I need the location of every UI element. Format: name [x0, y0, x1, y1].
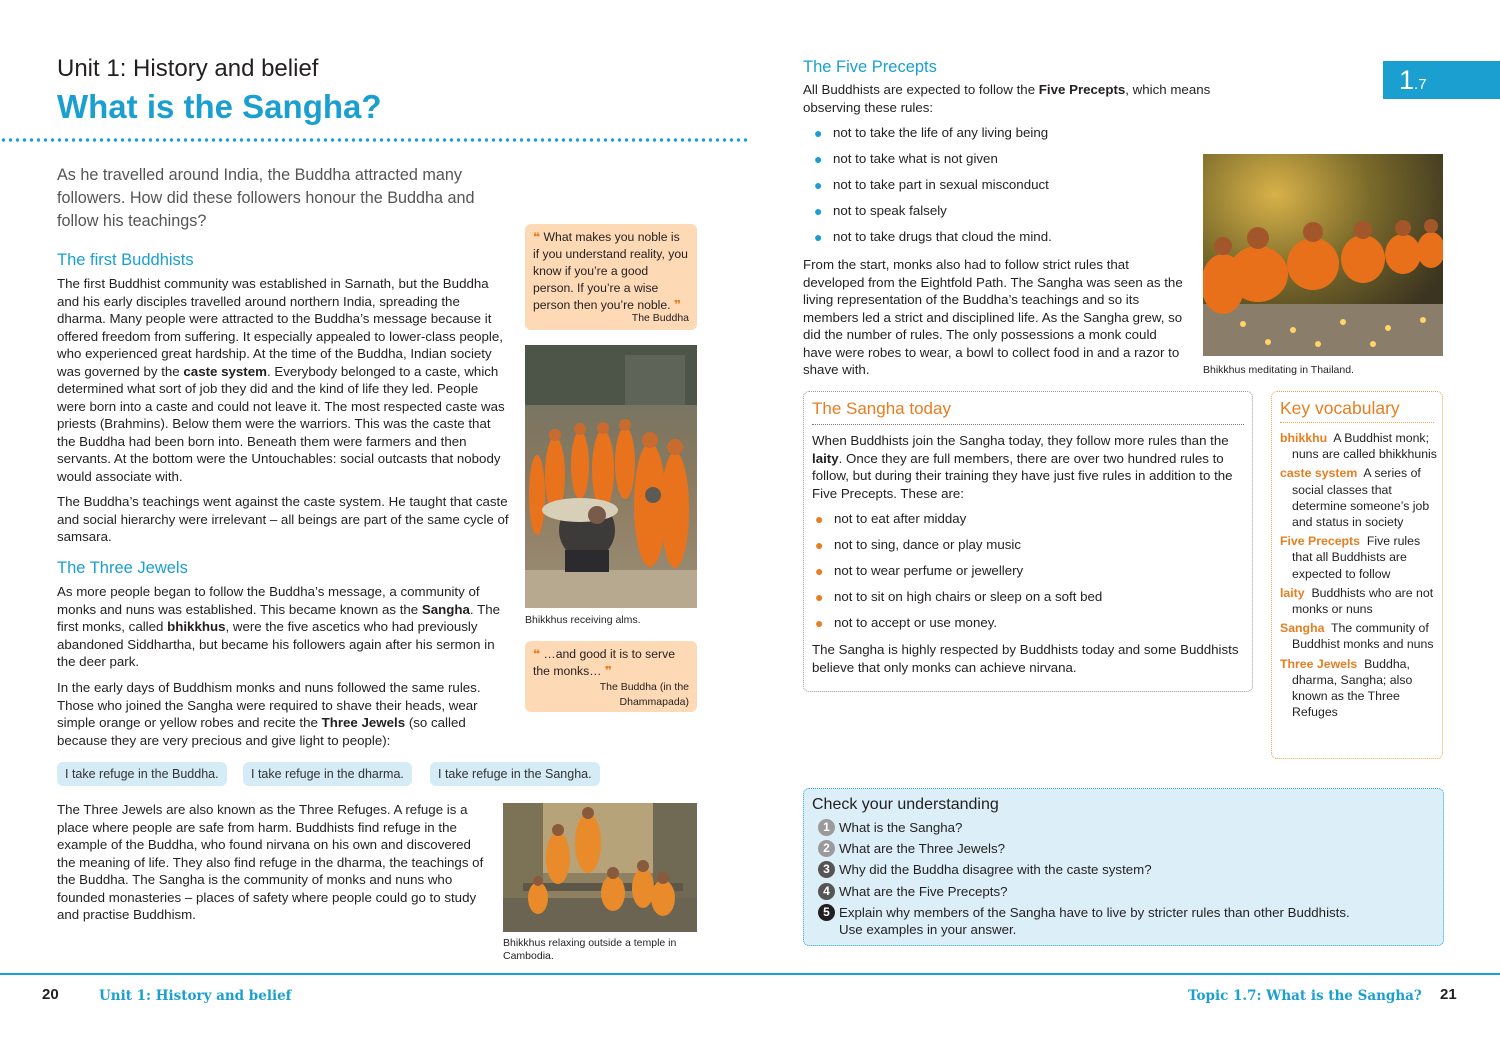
bullet-icon: ● [815, 589, 824, 605]
heading-key-vocabulary: Key vocabulary [1280, 398, 1400, 418]
footer-unit-text: Unit 1: History and belief [99, 988, 292, 1004]
bullet-icon: ● [814, 177, 823, 193]
question-number-badge: 4 [818, 883, 835, 900]
bullet-icon: ● [815, 563, 824, 579]
list-item: ● not to speak falsely [803, 198, 1193, 224]
question-number-badge: 5 [818, 904, 835, 921]
first-buddhists-paragraph-2: The Buddha’s teachings went against the caste system. He taught that caste and social hierarchy were irrelevant – all beings are part of the same cycle of samsara. [57, 494, 509, 544]
heading-underline [812, 424, 1244, 425]
monks-rules-paragraph: From the start, monks also had to follow strict rules that developed from the Eightfold Path. The Sangha was seen as the living representation of the Buddha’s teachings and so its members led a strict and disciplined life. As the Sangha grew, so did the number of rules. The only possessions a monk could have were robes to wear, a bowl to collect food in and a razor to shave with. [803, 257, 1183, 377]
quote-box-serve-monks [525, 641, 697, 712]
list-item: ● not to take drugs that cloud the mind. [803, 224, 1193, 250]
question-list [804, 819, 1404, 942]
list-item: ● not to accept or use money. [804, 610, 1244, 636]
page-number-right: 21 [1440, 986, 1457, 1003]
vocab-entry: Sangha The community of Buddhist monks and nuns [1280, 621, 1434, 652]
caption-cambodia: Bhikkhus relaxing outside a temple in Cambodia. [503, 937, 677, 962]
quote-box-noble [525, 224, 697, 330]
footer-topic-text: Topic 1.7: What is the Sangha? [1188, 988, 1422, 1004]
bullet-icon: ● [814, 151, 823, 167]
question-item: 4 What are the Five Precepts? [804, 883, 1404, 900]
sangha-today-paragraph-1: When Buddhists join the Sangha today, they follow more rules than the laity. Once they are full members, there are over two hundred rules to follow, but during their training they have just five rules in addition to the Five Precepts. These are: [812, 433, 1233, 501]
heading-three-jewels: The Three Jewels [57, 559, 188, 577]
refuge-sangha: I take refuge in the Sangha. [430, 762, 600, 786]
topic-number-tab: 1.7 [1383, 61, 1500, 99]
dotted-divider [0, 137, 748, 143]
list-item: ● not to sing, dance or play music [804, 532, 1244, 558]
bullet-icon: ● [815, 511, 824, 527]
question-item: 3 Why did the Buddha disagree with the caste system? [804, 861, 1404, 878]
open-quote-icon: ❝ [533, 230, 541, 244]
photo-bhikkhus-cambodia [503, 803, 697, 932]
vocab-entry: Three Jewels Buddha, dharma, Sangha; also known as the Three Refuges [1280, 656, 1413, 720]
heading-sangha-today: The Sangha today [812, 399, 951, 418]
vocab-entry: caste system A series of social classes that determine someone’s job and status in society [1280, 466, 1430, 530]
bullet-icon: ● [814, 125, 823, 141]
question-item: 2 What are the Three Jewels? [804, 840, 1404, 857]
five-precepts-list [803, 120, 1193, 250]
key-vocabulary-box [1271, 391, 1443, 759]
question-item: 1 What is the Sangha? [804, 819, 1404, 836]
page-number-left: 20 [42, 986, 59, 1003]
list-item: ● not to take part in sexual misconduct [803, 172, 1193, 198]
photo-bhikkhus-thailand [1203, 154, 1443, 356]
quote-attribution: The Buddha (in the Dhammapada) [599, 681, 689, 708]
page-title: What is the Sangha? [57, 88, 382, 125]
close-quote-icon: ❞ [673, 298, 682, 312]
heading-underline [1280, 422, 1434, 423]
three-refuges-paragraph: The Three Jewels are also known as the Three Refuges. A refuge is a place where people are safe from harm. Buddhists find refuge in the example of the Buddha, who found nirvana on his own and discovered the meaning of life. They also find refuge in the dharma, the teachings of the Buddha. The Sangha is the community of monks and nuns who founded monasteries – places of safety where people could go to study and practise Buddhism. [57, 802, 484, 922]
list-item: ● not to eat after midday [804, 506, 1244, 532]
question-number-badge: 1 [818, 819, 835, 836]
bullet-icon: ● [815, 615, 824, 631]
bullet-icon: ● [814, 229, 823, 245]
caption-alms: Bhikkhus receiving alms. [525, 614, 641, 626]
list-item: ● not to sit on high chairs or sleep on a soft bed [804, 584, 1244, 610]
vocab-entry: Five Precepts Five rules that all Buddhists are expected to follow [1280, 534, 1421, 581]
question-item: 5 Explain why members of the Sangha have to live by stricter rules than other Buddhists. Use examples in your answer. [804, 904, 1364, 938]
quote-text: …and good it is to serve the monks… [533, 647, 675, 678]
intro-paragraph: As he travelled around India, the Buddha attracted many followers. How did these followers honour the Buddha and follow his teachings? [57, 166, 475, 230]
caption-thailand: Bhikkhus meditating in Thailand. [1203, 364, 1354, 376]
refuge-buddha: I take refuge in the Buddha. [57, 762, 227, 786]
question-number-badge: 3 [818, 861, 835, 878]
quote-attribution: The Buddha [631, 312, 689, 324]
bullet-icon: ● [814, 203, 823, 219]
sangha-today-box [803, 391, 1253, 692]
heading-first-buddhists: The first Buddhists [57, 251, 194, 269]
footer-rule [0, 973, 1500, 975]
question-number-badge: 2 [818, 840, 835, 857]
refuge-dharma: I take refuge in the dharma. [243, 762, 412, 786]
sangha-today-paragraph-2: The Sangha is highly respected by Buddhists today and some Buddhists believe that only monks can achieve nirvana. [812, 642, 1239, 675]
quote-text: What makes you noble is if you understand reality, you know if you’re a good person. If you’re a wise person then you’re noble. [533, 230, 688, 312]
vocabulary-list [1280, 430, 1440, 723]
photo-bhikkhus-receiving-alms [525, 345, 697, 608]
first-buddhists-paragraph-1: The first Buddhist community was established in Sarnath, but the Buddha and his early disciples travelled around northern India, spreading the dharma. Many people were attracted to the Buddha’s message because it offered freedom from suffering. It especially appealed to lower-class people, who experienced great hardship. At the time of the Buddha, Indian society was governed by the caste system. Everybody belonged to a caste, which determined what sort of job they did and the kind of life they led. People were born into a caste and could not leave it. The most respected caste was priests (Brahmins). Below them were the warriors. This was the caste that the Buddha had been born into. Beneath them were farmers and then servants. At the bottom were the Untouchables: social outcasts that nobody would associate with. [57, 276, 505, 484]
list-item: ● not to take what is not given [803, 146, 1193, 172]
term-caste-system: caste system [183, 363, 267, 379]
unit-title: Unit 1: History and belief [57, 55, 319, 82]
vocab-entry: bhikkhu A Buddhist monk; nuns are called bhikkhunis [1280, 431, 1437, 462]
check-understanding-box [803, 788, 1444, 946]
vocab-entry: laity Buddhists who are not monks or nuns [1280, 585, 1434, 617]
bullet-icon: ● [815, 537, 824, 553]
sangha-today-rules-list [804, 506, 1244, 636]
open-quote-icon: ❝ [533, 647, 541, 661]
heading-five-precepts: The Five Precepts [803, 58, 937, 76]
list-item: ● not to take the life of any living being [803, 120, 1193, 146]
list-item: ● not to wear perfume or jewellery [804, 558, 1244, 584]
heading-check-understanding: Check your understanding [812, 796, 999, 813]
five-precepts-intro: All Buddhists are expected to follow the Five Precepts, which means observing these rules: [803, 82, 1211, 115]
three-jewels-paragraph-2: In the early days of Buddhism monks and nuns followed the same rules. Those who joined the Sangha were required to shave their heads, wear simple orange or yellow robes and recite the Three Jewels (so called because they are very precious and give light to people): [57, 680, 481, 748]
three-jewels-paragraph-1: As more people began to follow the Buddha’s message, a community of monks and nuns was established. This became known as the Sangha. The first monks, called bhikkhus, were the five ascetics who had previously abandoned Siddhartha, but became his followers again after his sermon in the deer park. [57, 584, 500, 669]
close-quote-icon: ❞ [604, 664, 612, 678]
